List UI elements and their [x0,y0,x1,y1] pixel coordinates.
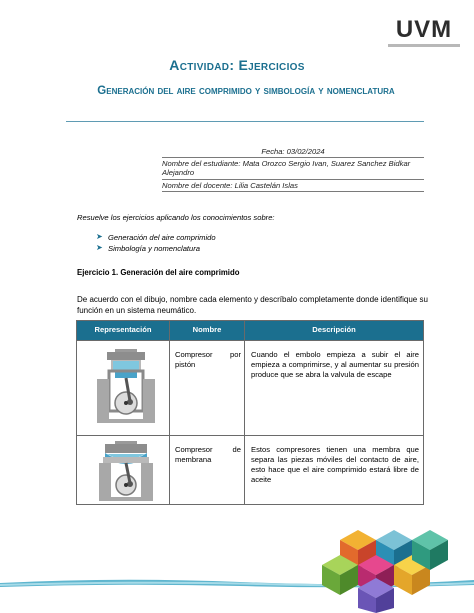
header-representation: Representación [94,325,152,334]
activity-title: Actividad: Ejercicios [169,57,305,73]
logo-text: UVM [395,16,453,43]
topic-title: Generación del aire comprimido y simbología y nomenclatura [97,85,395,97]
logo-underline [388,44,460,47]
instructions: Resuelve los ejercicios aplicando los conocimientos sobre: [77,213,275,222]
row1-name-line1: Compresor por [175,350,241,359]
row2-name-line1: Compresor de [175,445,241,454]
header-description: Descripción [312,325,356,334]
arrow-bullet-icon: ➤ [96,232,103,241]
uvm-logo [388,16,460,52]
date-field: Fecha: 03/02/2024 [261,147,325,156]
column-divider [169,321,170,504]
diaphragm-compressor-illustration [93,441,159,503]
meta-divider [162,191,424,192]
bullet-text: Simbología y nomenclatura [108,244,201,253]
student-field: Nombre del estudiante: Mata Orozco Sergio Ivan, Suarez Sanchez Bidkar Alejandro [162,159,411,177]
bullet-item [96,243,201,253]
exercise-title: Ejercicio 1. Generación del aire comprimido [77,268,240,277]
exercise-table [76,320,424,505]
bullet-item [96,232,216,242]
row-divider [77,340,423,341]
row2-name-line2: membrana [175,455,212,464]
arrow-bullet-icon: ➤ [96,243,103,252]
row-divider [77,435,423,436]
meta-divider [162,179,424,180]
teacher-field: Nombre del docente: Lilia Castelán Islas [162,181,298,190]
row2-description: Estos compresores tienen una membra que separa las piezas móviles del contacto de aire, esto hace que el aire comprimido estará libre de aceite [251,445,419,484]
meta-divider [162,157,424,158]
header-name: Nombre [192,325,222,334]
table-header [77,321,423,340]
bullet-text: Generación del aire comprimido [108,233,216,242]
row1-description: Cuando el embolo empieza a subir el aire empieza a comprimirse, y al aumentar su presión produce que se abra la valvula de escape [251,350,419,379]
piston-compressor-illustration [93,349,159,425]
exercise-description: De acuerdo con el dibujo, nombre cada elemento y descríbalo completamente donde identifique su función en un sistema neumático. [77,295,428,315]
column-divider [244,321,245,504]
title-divider [66,121,424,122]
decorative-cubes [300,520,450,613]
row1-name-line2: pistón [175,360,196,369]
